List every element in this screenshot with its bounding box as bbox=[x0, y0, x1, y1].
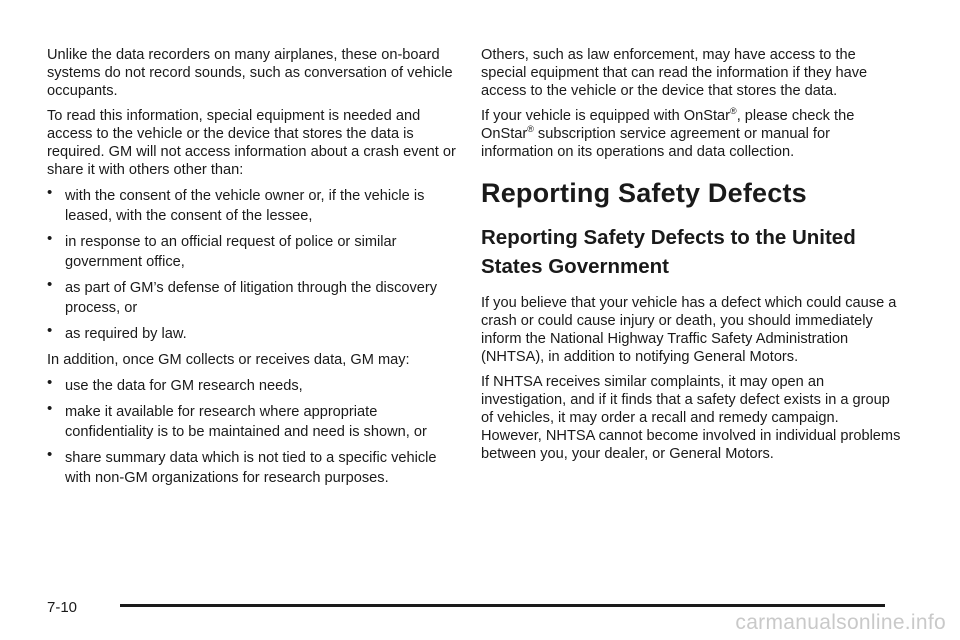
list-item: • share summary data which is not tied to a specific vehicle with non-GM organizations for research purposes. bbox=[47, 446, 437, 486]
list-item: • make it available for research where appropriate confidentiality is to be maintained and need is shown, or bbox=[47, 400, 427, 440]
list-item: • use the data for GM research needs, bbox=[47, 374, 303, 394]
right-column bbox=[481, 46, 901, 470]
paragraph-report-defect: If you believe that your vehicle has a defect which could cause a crash or could cause injury or death, you should immediately inform the National Highway Traffic Safety Administration (NHTSA), in addition to notifying General Motors. bbox=[481, 295, 897, 365]
bullet-icon: • bbox=[47, 322, 53, 339]
paragraph-data-recorders: Unlike the data recorders on many airplanes, these on-board systems do not record sounds, such as conversation of vehicle occupants. bbox=[47, 47, 453, 99]
bullet-icon: • bbox=[47, 446, 53, 463]
page-number: 7-10 bbox=[47, 599, 78, 616]
bullet-icon: • bbox=[47, 184, 53, 201]
registered-mark: ® bbox=[527, 124, 534, 135]
paragraph-onstar: If your vehicle is equipped with OnStar®, please check the OnStar® subscription service agreement or manual for information on its operations and data collection. bbox=[481, 106, 855, 160]
paragraph-nhtsa-complaints: If NHTSA receives similar complaints, it may open an investigation, and if it finds that a safety defect exists in a group of vehicles, it may order a recall and remedy campaign. However, NHTSA cannot become involved in individual problems between you, your dealer, or General Motors. bbox=[481, 374, 901, 462]
watermark: carmanualsonline.info bbox=[735, 611, 946, 634]
subsection-heading: Reporting Safety Defects to the United States Government bbox=[481, 226, 856, 278]
section-heading: Reporting Safety Defects bbox=[481, 178, 807, 208]
bullet-icon: • bbox=[47, 276, 53, 293]
paragraph-read-information: To read this information, special equipment is needed and access to the vehicle or the device that stores the data is required. GM will not access information about a crash event or share it with others other than: bbox=[47, 108, 456, 178]
gm-uses-list bbox=[47, 376, 465, 488]
bullet-icon: • bbox=[47, 374, 53, 391]
list-item: • with the consent of the vehicle owner or, if the vehicle is leased, with the consent of the lessee, bbox=[47, 184, 425, 224]
bullet-icon: • bbox=[47, 400, 53, 417]
footer-rule bbox=[120, 604, 885, 607]
list-item: • as required by law. bbox=[47, 322, 187, 342]
left-column bbox=[47, 46, 465, 495]
registered-mark: ® bbox=[730, 106, 737, 117]
bullet-icon: • bbox=[47, 230, 53, 247]
paragraph-law-enforcement: Others, such as law enforcement, may have access to the special equipment that can read the information if they have access to the vehicle or the device that stores the data. bbox=[481, 47, 868, 99]
paragraph-gm-may: In addition, once GM collects or receives data, GM may: bbox=[47, 352, 410, 368]
list-item: • as part of GM’s defense of litigation through the discovery process, or bbox=[47, 276, 438, 316]
access-conditions-list bbox=[47, 186, 465, 344]
list-item: • in response to an official request of police or similar government office, bbox=[47, 230, 397, 270]
